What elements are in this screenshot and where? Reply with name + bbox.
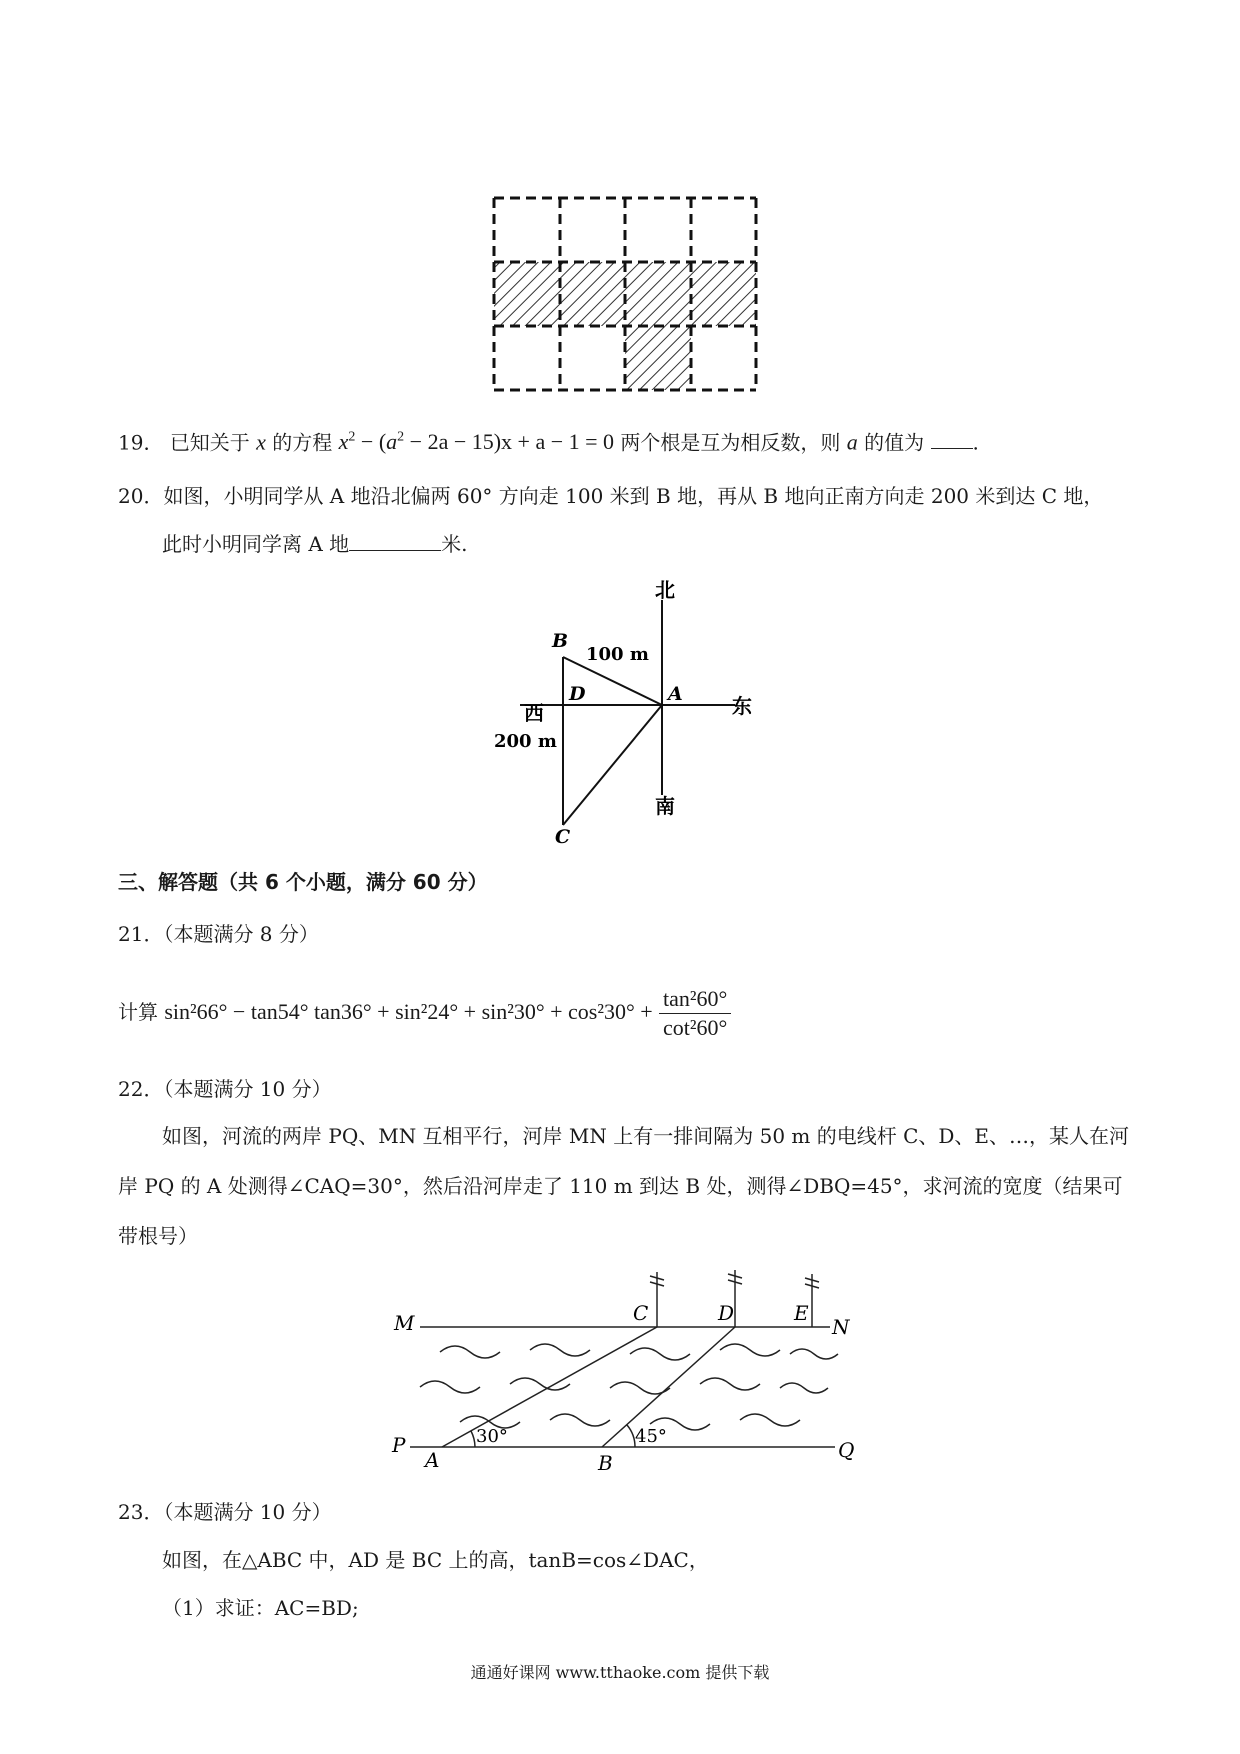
- question-score: （本题满分 8 分）: [163, 922, 319, 946]
- label-west: 西: [524, 701, 544, 725]
- label-n: N: [832, 1315, 850, 1339]
- compass-diagram: [480, 575, 780, 845]
- variable-x: x: [256, 429, 266, 455]
- label-d: D: [718, 1301, 735, 1325]
- answer-blank: [931, 428, 973, 449]
- question-19: 19． 已知关于 x 的方程 $x^2 - (a^2 - 2a - 15)x + a - 1 = 0$ 两个根是互为相反数，则 a 的值为 .: [118, 429, 979, 455]
- question-text: 计算: [118, 1000, 158, 1024]
- point-a: A: [668, 683, 683, 705]
- label-north: 北: [655, 578, 675, 602]
- segment-ac: [563, 705, 662, 825]
- question-22-header: [118, 1075, 332, 1103]
- question-text: 如图，小明同学从 A 地沿北偏两 60° 方向走 100 米到 B 地，再从 B 地向正南方向走 200 米到达 C 地，: [163, 484, 1104, 508]
- question-score: （本题满分 10 分）: [163, 1500, 332, 1524]
- question-21-header: [118, 920, 319, 948]
- question-20-line1: [118, 482, 1103, 510]
- label-e: E: [794, 1301, 809, 1325]
- label-b: B: [598, 1451, 613, 1472]
- question-22-line2: 岸 PQ 的 A 处测得∠CAQ=30°，然后沿河岸走了 110 m 到达 B 处，测得∠DBQ=45°，求河流的宽度（结果可: [118, 1174, 1123, 1198]
- equation: $x^2 - (a^2 - 2a - 15)x + a - 1 = 0$: [338, 429, 615, 455]
- fraction-numerator: tan²60°: [659, 985, 731, 1014]
- question-number: 23．: [118, 1500, 164, 1524]
- question-number: 20．: [118, 484, 164, 508]
- label-m: M: [394, 1311, 415, 1335]
- shaded-cell: [625, 326, 691, 390]
- point-b: B: [552, 630, 569, 652]
- question-text: 两个根是互为相反数，则: [620, 430, 841, 455]
- variable-a: a: [846, 429, 858, 455]
- label-east: 东: [732, 694, 752, 718]
- answer-blank: [349, 530, 441, 551]
- question-20-line2: 此时小明同学离 A 地 米.: [162, 532, 468, 556]
- point-d: D: [569, 683, 586, 705]
- question-text: 已知关于: [169, 430, 250, 455]
- line-bd: [602, 1327, 735, 1447]
- question-23-header: [118, 1498, 332, 1526]
- question-number: 21．: [118, 922, 164, 946]
- section-title: 三、解答题（共 6 个小题，满分 60 分）: [118, 870, 488, 894]
- question-text: 的值为: [864, 430, 925, 455]
- point-c: C: [555, 826, 571, 845]
- question-21-expression: [118, 985, 731, 1042]
- length-bc: 200 m: [494, 731, 557, 752]
- question-text: 的方程: [272, 430, 333, 455]
- question-22-line3: 带根号）: [118, 1224, 198, 1248]
- label-c: C: [633, 1301, 649, 1325]
- question-number: 22．: [118, 1077, 164, 1101]
- label-a: A: [425, 1448, 440, 1472]
- angle-45: 45°: [635, 1426, 667, 1447]
- grid-figure: [490, 195, 760, 395]
- label-south: 南: [655, 794, 675, 818]
- question-text: 此时小明同学离 A 地: [162, 532, 350, 556]
- label-q: Q: [838, 1438, 855, 1462]
- length-ab: 100 m: [586, 644, 649, 665]
- question-number: 19．: [118, 430, 164, 455]
- fraction-denominator: cot²60°: [663, 1015, 728, 1040]
- trig-expression: sin²66° − tan54° tan36° + sin²24° + sin²30° + cos²30° +: [164, 999, 653, 1024]
- page-footer: 通通好课网 www.tthaoke.com 提供下载: [470, 1663, 770, 1682]
- question-22-line1: 如图，河流的两岸 PQ、MN 互相平行，河岸 MN 上有一排间隔为 50 m 的电线杆 C、D、E、…，某人在河: [162, 1124, 1130, 1148]
- question-23-line1: 如图，在△ABC 中，AD 是 BC 上的高，tanB=cos∠DAC，: [162, 1548, 709, 1572]
- trig-fraction: [659, 985, 731, 1042]
- question-23-part1: （1）求证：AC=BD;: [162, 1596, 359, 1620]
- angle-30: 30°: [476, 1426, 508, 1447]
- question-score: （本题满分 10 分）: [163, 1077, 332, 1101]
- river-diagram: [380, 1262, 880, 1472]
- label-p: P: [392, 1433, 406, 1457]
